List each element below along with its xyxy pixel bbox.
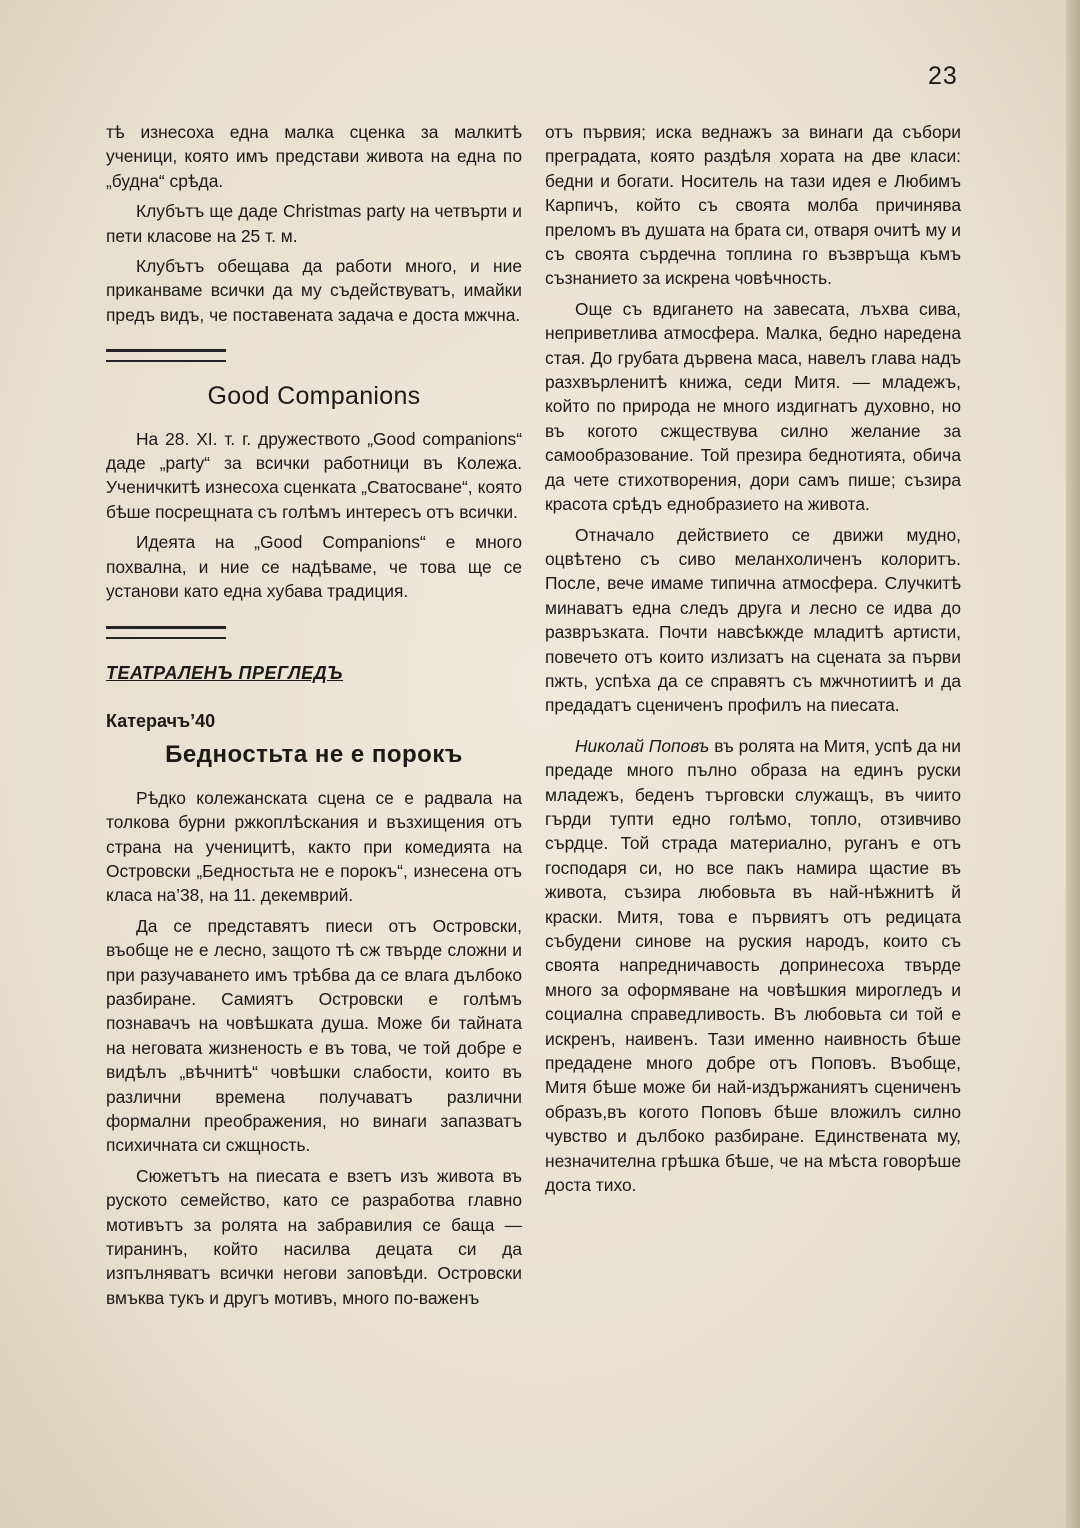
- right-column: [545, 120, 961, 1203]
- article-paragraph: отъ първия; иска веднажъ за винаги да събори преградата, която раздѣля хората на две класи: бедни и богати. Носитель на тази идея е Любимъ Карпичъ, който съ своята молба причинява преломъ въ душата на брата си, отваря очитѣ му и съ своята сърдечна топлина го възвръща къмъ съзнанието за искрена човѣчность.: [545, 122, 961, 289]
- club-paragraph: тѣ изнесоха една малка сценка за малкитѣ ученици, която имъ представи живота на една по „будна“ срѣда.: [106, 122, 522, 191]
- article-paragraph: Да се представятъ пиеси отъ Островски, въобще не е лесно, защото тѣ сж твърде сложни и при разучаването имъ трѣбва да се влага дълбоко разбиране. Самиятъ Островски е голѣмъ познавачъ на човѣшката душа. Може би тайната на неговата жизненость е въ това, че той добре е видѣлъ „вѣчнитѣ“ човѣшки слабости, които въ различни времена получаватъ различни формални преображения, но винаги запазватъ психичната си сжщность.: [106, 915, 522, 1156]
- popov-paragraph-text: въ ролята на Митя, успѣ да ни предаде много пълно образа на единъ руски младежъ, беденъ търговски служащъ, въ чиито гърди тупти едно голѣмо, топло, отзивчиво сърдце. Той страда материално, руганъ е отъ господаря си, но все пакъ намира щастие въ живота, съзира любовьта въ най-нѣжнитѣ й краски. Митя, това е първиятъ отъ редицата събудени синове на руския народъ, които съ своята напредничавость допринесоха твърде много за оформяване на човѣшкия мирогледъ и социална справедливость. Въ любовьта си той е искренъ, наивенъ. Тази именно наивность бѣше предадене много добре отъ Поповъ. Въобще, Митя бѣше може би най-издържаниятъ сцениченъ образъ,въ когото Поповъ бѣше вложилъ силно чувство и дълбоко разбиране. Единствената му, незначителна грѣшка бѣше, че на мѣста говорѣше доста тихо.: [545, 735, 961, 1196]
- article-paragraph: Отначало действието се движи мудно, оцвѣтено съ сиво меланхоличенъ колоритъ. После, вече имаме типична атмосфера. Случкитѣ минаватъ една следъ друга и лесно се идва до развръзката. Почти навсѣкжде младитѣ артисти, повечето отъ които излизатъ на сцената за първи пжть, успѣха да се справятъ съ мжчнотиитѣ и да предадатъ сцениченъ профилъ на пиесата.: [545, 524, 961, 716]
- page-number: 23: [928, 62, 958, 90]
- page-edge-shadow: [1066, 0, 1080, 1528]
- section-divider: [106, 349, 226, 362]
- good-companions-paragraph: На 28. XI. т. г. дружеството „Good companions“ даде „party“ за всички работници въ Колежа. Ученичкитѣ изнесоха сценката „Сватосване“, която бѣше посрещната съ голѣмъ интересъ отъ всички.: [106, 428, 522, 522]
- club-paragraph: Клубътъ ще даде Christmas party на четвърти и пети класове на 25 т. м.: [106, 201, 522, 246]
- article-paragraph: Сюжетътъ на пиесата е взетъ изъ живота въ руското семейство, като се разработва главно мотивътъ за ролята на забравилия се баща — тиранинъ, който насилва децата си да изпълняватъ всички негови заповѣди. Островски вмъква тукъ и другъ мотивъ, много по-важенъ: [106, 1165, 522, 1308]
- good-companions-title: Good Companions: [207, 382, 421, 411]
- good-companions-paragraph: Идеята на „Good Companions“ е много похвална, и ние се надѣваме, че това ще се установи като една хубава традиция.: [106, 532, 522, 602]
- left-column: [106, 120, 522, 1316]
- article-paragraph: Още съ вдигането на завесата, лъхва сива, неприветлива атмосфера. Малка, бедно наредена стая. До грубата дървена маса, навелъ глава надъ разхвърленитѣ книжа, седи Митя. — младежъ, който по природа не много издигнатъ духовно, но въ когото сжществува силно желание за самообразование. Той презира беднотията, обича да чете стихотворения, дори самъ пише; съзира красота срѣдъ еднобразието на живота.: [545, 298, 961, 515]
- actor-name: Николай Поповъ: [575, 735, 710, 756]
- article-author: Катерачъ’40: [106, 710, 216, 731]
- club-paragraph: Клубътъ обещава да работи много, и ние приканваме всички да му съдействуватъ, имайки предъ видъ, че поставената задача е доста мжчна.: [106, 256, 522, 325]
- popov-paragraph: [545, 734, 961, 1198]
- article-title: Бедностьта не е порокъ: [165, 741, 463, 769]
- section-divider: [106, 626, 226, 639]
- theatre-review-heading: ТЕАТРАЛЕНЪ ПРЕГЛЕДЪ: [106, 662, 344, 683]
- article-paragraph: Рѣдко колежанската сцена се е радвала на толкова бурни ржкоплѣскания и възхищения отъ страна на ученицитѣ, както при комедията на Островски „Бедностьта не е порокъ“, изнесена отъ класа на’38, на 11. декемврий.: [106, 787, 522, 906]
